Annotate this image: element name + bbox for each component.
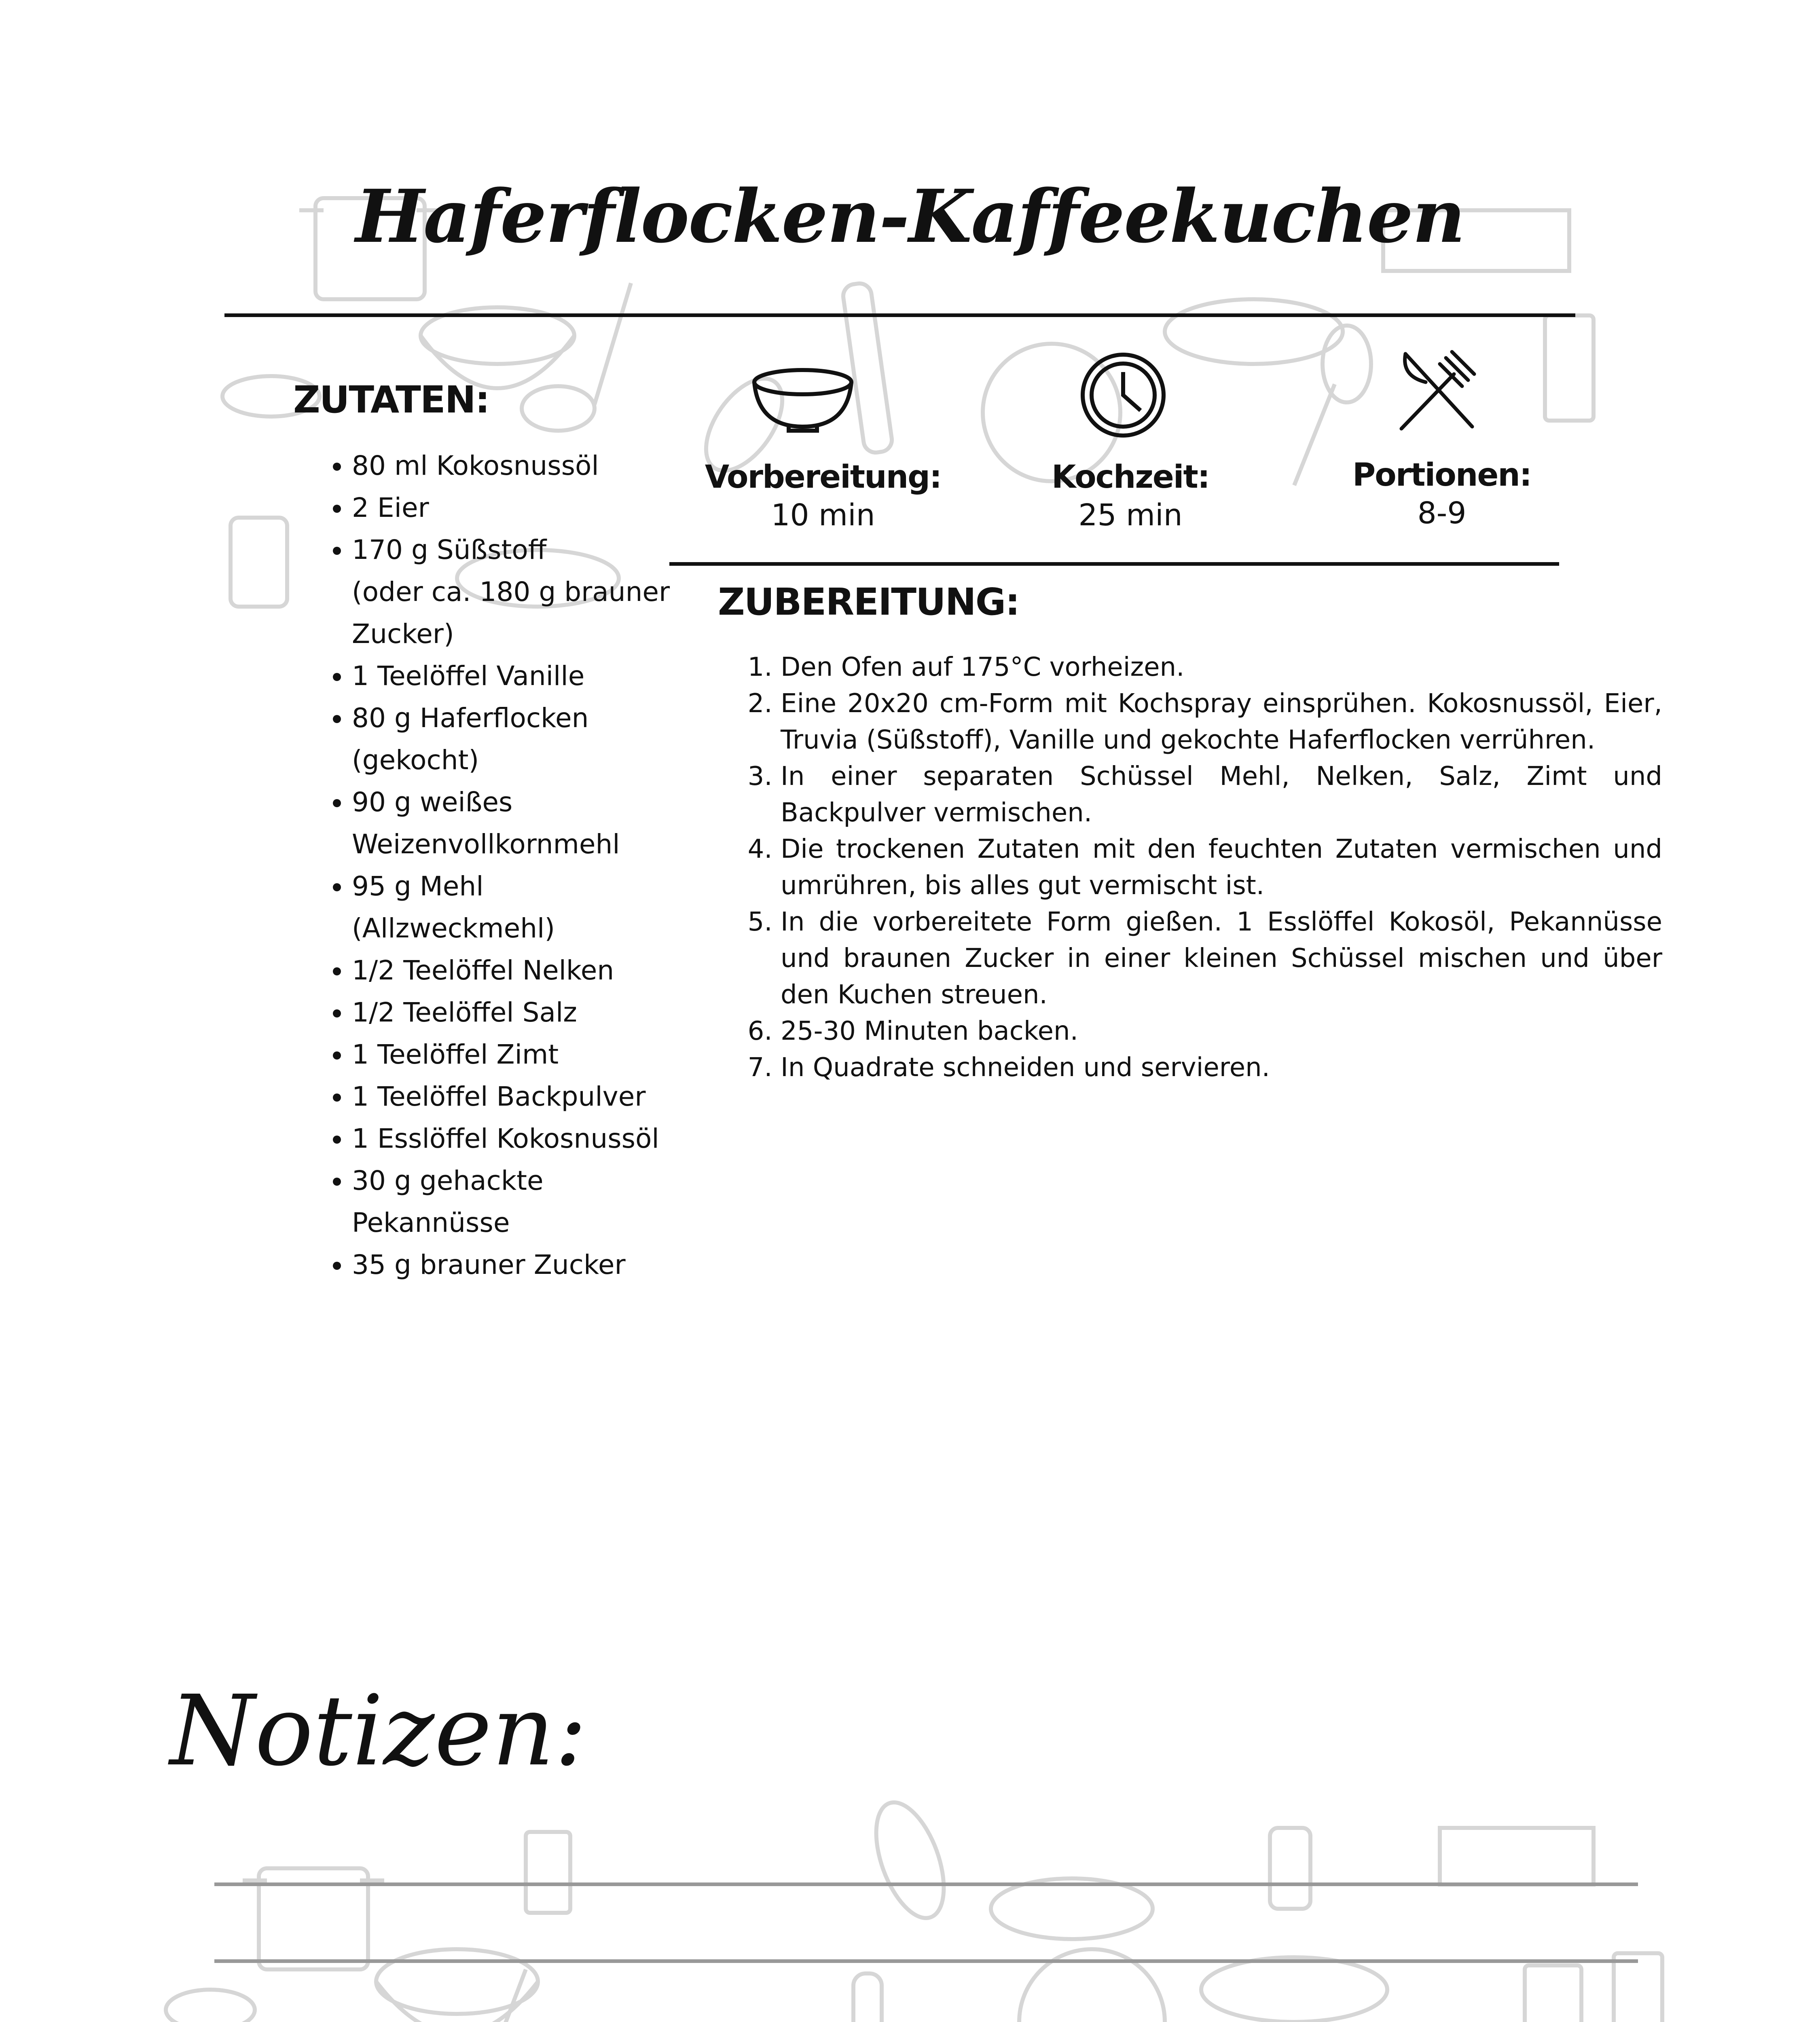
ladle-illustration: [595, 283, 631, 404]
clock-icon: [1080, 352, 1167, 439]
pan-illustration: [991, 1878, 1153, 1939]
step-item: 5. In die vorbereitete Form gießen. 1 Esslöffel Kokosöl, Pekannüsse und braunen Zucker in einer kleinen Schüssel mischen und über den Kuchen streuen.: [781, 904, 1662, 1013]
grater-illustration: [1614, 1953, 1662, 2022]
ingredients-list: [291, 445, 716, 1286]
grater-illustration: [1545, 315, 1594, 421]
cook-time-label: Kochzeit:: [1052, 459, 1209, 495]
step-item: 3. In einer separaten Schüssel Mehl, Nelken, Salz, Zimt und Backpulver vermischen.: [781, 758, 1662, 831]
whisk-illustration: [863, 1794, 957, 1927]
step-item: 2. Eine 20x20 cm-Form mit Kochspray einsprühen. Kokosnussöl, Eier, Truvia (Süßstoff), Vanille und gekochte Haferflocken verrühren.: [781, 685, 1662, 758]
scale-illustration: [1525, 1965, 1581, 2022]
note-line: [214, 1959, 1638, 1963]
rolling-pin-illustration: [853, 1973, 882, 2022]
servings-value: 8-9: [1417, 496, 1467, 531]
bottle-illustration: [1270, 1828, 1310, 1909]
ingredient-item: • 1 Teelöffel Zimt: [352, 1034, 716, 1076]
ladle-illustration: [481, 1969, 526, 2022]
step-item: 1. Den Ofen auf 175°C vorheizen.: [781, 649, 1662, 685]
step-item: 7. In Quadrate schneiden und servieren.: [781, 1049, 1662, 1086]
step-item: 6. 25-30 Minuten backen.: [781, 1013, 1662, 1049]
ingredient-item: • 80 g Haferflocken (gekocht): [352, 697, 716, 781]
steps-list: [718, 649, 1662, 1086]
ladle-illustration: [522, 386, 595, 431]
ingredient-item: • 35 g brauner Zucker: [352, 1244, 716, 1286]
ingredient-item: • 1 Teelöffel Vanille: [352, 655, 716, 697]
pan-illustration: [1165, 299, 1343, 364]
prep-time-value: 10 min: [771, 498, 875, 533]
title-divider: [224, 313, 1575, 317]
jar-illustration: [231, 518, 287, 607]
cook-time-value: 25 min: [1078, 498, 1183, 533]
note-line: [214, 1882, 1638, 1886]
glass-illustration: [526, 1832, 570, 1913]
steps-heading: ZUBEREITUNG:: [718, 580, 1020, 624]
prep-time: [681, 459, 965, 533]
bowl-icon: [750, 366, 855, 433]
ingredient-item: • 2 Eier: [352, 487, 716, 529]
notes-heading: Notizen:: [170, 1674, 587, 1787]
ingredient-item: • 170 g Süßstoff (oder ca. 180 g brauner Zucker): [352, 529, 716, 655]
prep-time-label: Vorbereitung:: [705, 459, 942, 495]
ingredient-item: • 1/2 Teelöffel Salz: [352, 992, 716, 1034]
ingredient-item: • 90 g weißes Weizenvollkornmehl: [352, 781, 716, 865]
ingredient-item: • 1/2 Teelöffel Nelken: [352, 950, 716, 992]
ingredient-item: • 1 Teelöffel Backpulver: [352, 1076, 716, 1118]
ingredient-item: • 95 g Mehl (Allzweckmehl): [352, 865, 716, 950]
slotted-spoon-illustration: [1323, 326, 1371, 402]
cook-time: [989, 459, 1272, 533]
ingredients-heading: ZUTATEN:: [293, 378, 489, 421]
ingredient-item: • 30 g gehackte Pekannüsse: [352, 1160, 716, 1244]
recipe-title: Haferflocken-Kaffeekuchen: [355, 174, 1465, 259]
fork-knife-icon: [1393, 348, 1480, 435]
step-item: 4. Die trockenen Zutaten mit den feuchten Zutaten vermischen und umrühren, bis alles gut vermischt ist.: [781, 831, 1662, 904]
ingredient-item: • 1 Esslöffel Kokosnussöl: [352, 1118, 716, 1160]
meta-divider: [669, 562, 1559, 566]
lid-illustration: [166, 1990, 255, 2022]
servings: [1300, 457, 1583, 531]
springform-illustration: [1440, 1828, 1594, 1885]
ingredient-item: • 80 ml Kokosnussöl: [352, 445, 716, 487]
servings-label: Portionen:: [1352, 457, 1531, 493]
bowl-illustration: [1201, 1957, 1387, 2022]
